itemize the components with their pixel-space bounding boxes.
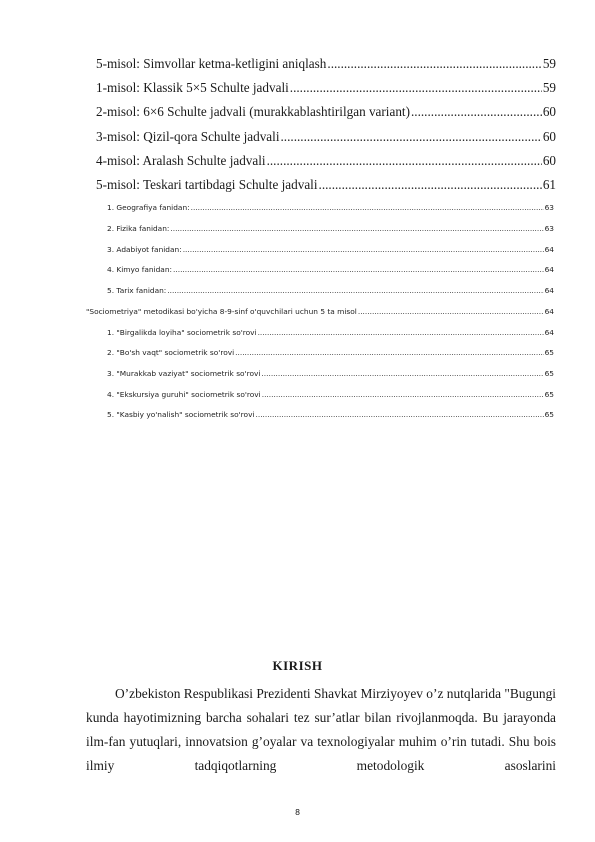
toc-entry-title: 1-misol: Klassik 5×5 Schulte jadvali [96, 80, 289, 95]
toc-subentry-title: 3. "Murakkab vaziyat" sociometrik so'rovi [107, 369, 261, 378]
toc-entry-page: 60 [542, 129, 556, 144]
toc-leader-dots [411, 102, 542, 122]
toc-entry-page: 60 [542, 104, 556, 119]
toc-subentry[interactable] [107, 367, 554, 381]
toc-leader-dots [319, 175, 542, 195]
toc-leader-dots [281, 127, 542, 147]
toc-leader-dots [235, 346, 543, 360]
toc-subentry-page: 65 [544, 348, 554, 357]
toc-leader-dots [167, 284, 543, 298]
toc-subentry-page: 63 [544, 224, 554, 233]
toc-leader-dots [261, 367, 543, 381]
toc-leader-dots [170, 222, 543, 236]
toc-subentry-title: 3. Adabiyot fanidan: [107, 245, 182, 254]
toc-entry-page: 59 [542, 80, 556, 95]
toc-subentry[interactable] [107, 201, 554, 215]
toc-entry[interactable] [96, 78, 556, 98]
toc-entry-title: 5-misol: Simvollar ketma-ketligini aniqlash [96, 56, 327, 71]
toc-subentry-title: 4. Kimyo fanidan: [107, 265, 173, 274]
toc-leader-dots [267, 151, 542, 171]
toc-section-page: 64 [544, 307, 554, 316]
toc-leader-dots [258, 326, 544, 340]
toc-entry-title: 4-misol: Aralash Schulte jadvali [96, 153, 266, 168]
toc-subentry-page: 65 [544, 410, 554, 419]
toc-subentry-title: 2. "Bo'sh vaqt" sociometrik so'rovi [107, 348, 235, 357]
toc-entry-title: 3-misol: Qizil-qora Schulte jadvali [96, 129, 280, 144]
section-heading: KIRISH [272, 658, 323, 673]
toc-section-title: "Sociometriya" metodikasi bo'yicha 8-9-sinf o'quvchilari uchun 5 ta misol [86, 307, 357, 316]
page-number: 8 [294, 808, 301, 817]
toc-subentry[interactable] [107, 263, 554, 277]
toc-subentry-title: 5. "Kasbiy yo'nalish" sociometrik so'rovi [107, 410, 255, 419]
toc-leader-dots [290, 78, 542, 98]
toc-leader-dots [358, 305, 544, 319]
toc-subentry-page: 64 [544, 245, 554, 254]
toc-entry-page: 59 [542, 56, 556, 71]
toc-subentry-title: 4. "Ekskursiya guruhi" sociometrik so'rovi [107, 390, 261, 399]
toc-subentry-title: 2. Fizika fanidan: [107, 224, 170, 233]
toc-leader-dots [262, 388, 544, 402]
toc-subentry[interactable] [107, 408, 554, 422]
toc-subentry-title: 1. Geografiya fanidan: [107, 203, 190, 212]
toc-subentry[interactable] [107, 243, 554, 257]
toc-leader-dots [191, 201, 544, 215]
intro-paragraph: O’zbekiston Respublikasi Prezidenti Shavkat Mirziyoyev o’z nutqlarida "Bugungi kunda hayotimizning barcha sohalari tez sur’atlar bilan rivojlanmoqda. Bu jarayonda ilm-fan yutuqlari, innovatsion g’oyalar va texnologiyalar muhim o’rin tutadi. Shu bois ilmiy tadqiqotlarning metodologik asoslarini [86, 686, 556, 773]
toc-subentry-page: 64 [544, 265, 554, 274]
toc-leader-dots [327, 54, 541, 74]
toc-subentry[interactable] [107, 284, 554, 298]
toc-subentry-page: 65 [544, 369, 554, 378]
toc-entry-page: 60 [542, 153, 556, 168]
toc-entry-title: 2-misol: 6×6 Schulte jadvali (murakkablashtirilgan variant) [96, 104, 410, 119]
toc-entry[interactable] [96, 175, 556, 195]
toc-leader-dots [256, 408, 544, 422]
toc-subentry-page: 64 [544, 286, 554, 295]
toc-entry-page: 61 [542, 177, 556, 192]
toc-subentry-page: 64 [544, 328, 554, 337]
toc-entry[interactable] [96, 151, 556, 171]
toc-subentry[interactable] [107, 388, 554, 402]
toc-entry[interactable] [96, 102, 556, 122]
toc-subentry-page: 63 [544, 203, 554, 212]
toc-subentry-page: 65 [544, 390, 554, 399]
toc-subentry-title: 1. "Birgalikda loyiha" sociometrik so'rovi [107, 328, 257, 337]
toc-subentry[interactable] [107, 326, 554, 340]
toc-leader-dots [183, 243, 544, 257]
toc-section-entry[interactable] [86, 305, 554, 319]
toc-entry[interactable] [96, 127, 556, 147]
toc-entry-title: 5-misol: Teskari tartibdagi Schulte jadvali [96, 177, 318, 192]
toc-entry[interactable] [96, 54, 556, 74]
toc-subentry[interactable] [107, 346, 554, 360]
toc-subentry-title: 5. Tarix fanidan: [107, 286, 167, 295]
toc-subentry[interactable] [107, 222, 554, 236]
toc-leader-dots [173, 263, 544, 277]
